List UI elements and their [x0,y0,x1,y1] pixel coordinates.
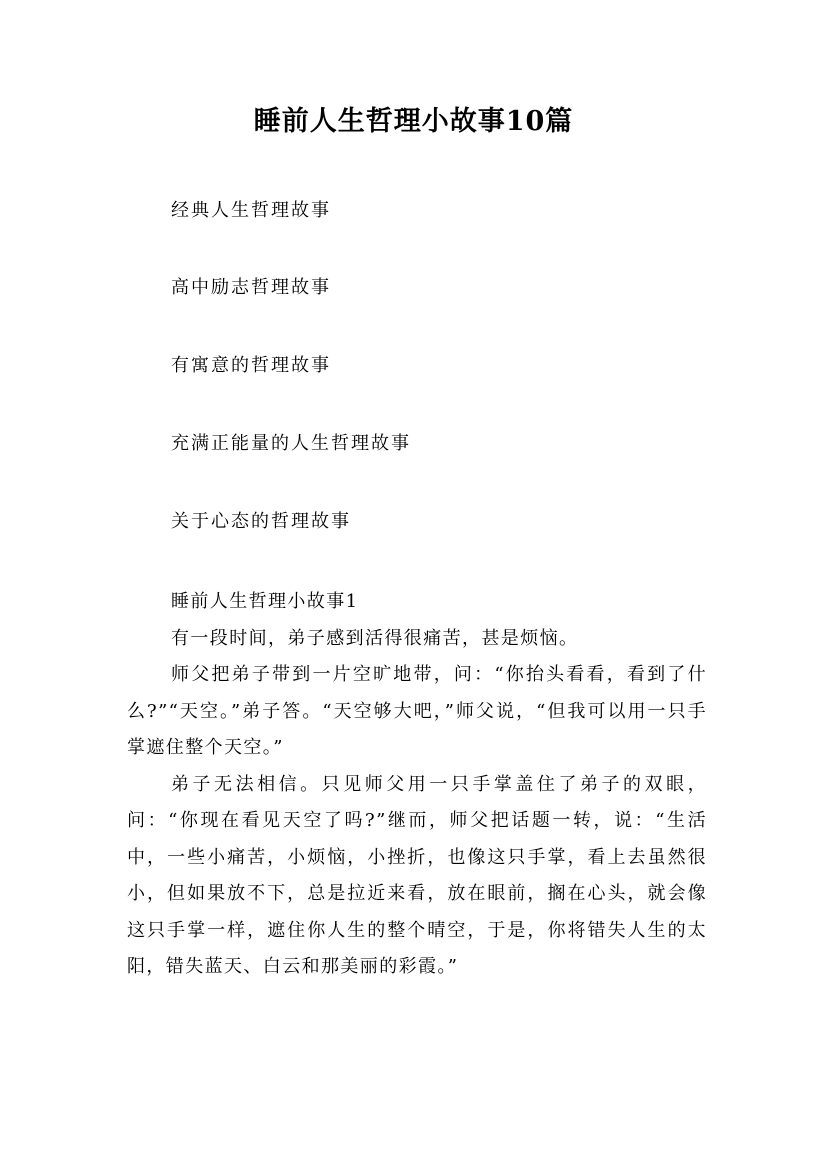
toc-item: 充满正能量的人生哲理故事 [171,433,411,454]
document-title: 睡前人生哲理小故事10篇 [253,106,574,137]
toc-item: 经典人生哲理故事 [171,200,331,221]
story-paragraph: 弟子无法相信。只见师父用一只手掌盖住了弟子的双眼，问：“你现在看见天空了吗?”继而，师父把话题一转，说：“生活中，一些小痛苦，小烦恼，小挫折，也像这只手掌，看上去虽然很小，但如果放不下，总是拉近来看，放在眼前，搁在心头，就会像这只手掌一样，遮住你人生的整个晴空，于是，你将错失人生的太阳，错失蓝天、白云和那美丽的彩霞。” [127,773,707,977]
toc-item: 关于心态的哲理故事 [171,511,351,532]
story-heading: 睡前人生哲理小故事1 [171,591,359,612]
story-paragraph: 有一段时间，弟子感到活得很痛苦，甚是烦恼。 [171,627,579,649]
toc-item: 有寓意的哲理故事 [171,355,331,376]
toc-item: 高中励志哲理故事 [171,277,331,298]
story-body [127,584,707,986]
story-paragraph: 师父把弟子带到一片空旷地带，问：“你抬头看看，看到了什么?”“天空。”弟子答。“天空够大吧，”师父说，“但我可以用一只手掌遮住整个天空。” [127,664,707,758]
